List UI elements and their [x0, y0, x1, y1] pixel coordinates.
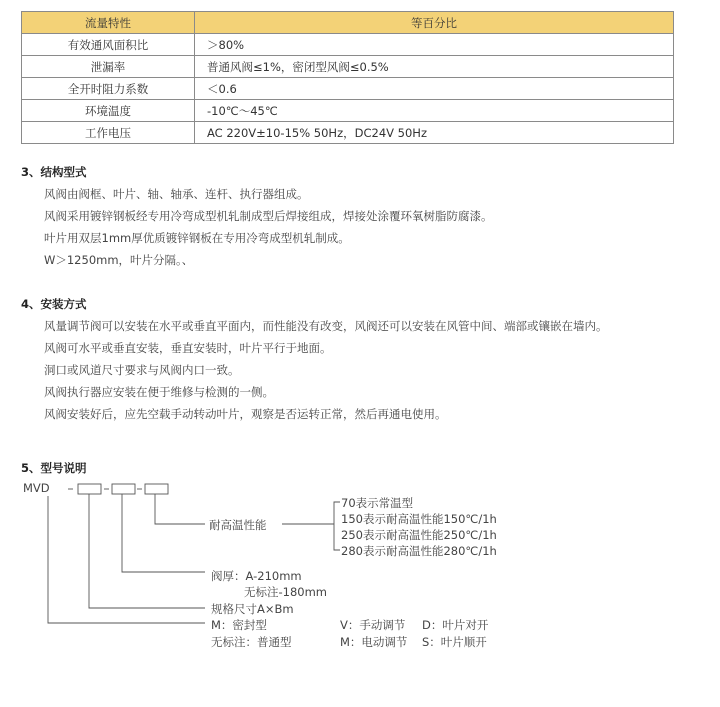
section4-paragraph: 洞口或风道尺寸要求与风阀内口一致。: [44, 363, 240, 377]
section3-paragraph: 风阀由阀框、叶片、轴、轴承、连杆、执行器组成。: [44, 187, 309, 201]
section3-title: 3、结构型式: [21, 165, 87, 179]
temperature-option: 280表示耐高温性能280℃/1h: [341, 544, 497, 558]
blade-s: S：叶片顺开: [422, 635, 487, 649]
temperature-bracket: [334, 502, 340, 550]
row-key: 泄漏率: [22, 56, 195, 78]
row-value: -10℃～45℃: [195, 100, 674, 122]
row-key: 有效通风面积比: [22, 34, 195, 56]
temperature-option: 250表示耐高温性能250℃/1h: [341, 528, 497, 542]
temperature-option: 70表示常温型: [341, 496, 414, 510]
temperature-label: 耐高温性能: [209, 518, 267, 532]
adjust-m: M：电动调节: [340, 635, 408, 649]
row-value: ＞80%: [195, 34, 674, 56]
row-key: 全开时阻力系数: [22, 78, 195, 100]
type-default: 无标注：普通型: [211, 635, 292, 649]
size-label: 规格尺寸A×Bm: [211, 602, 294, 616]
thickness-line1: 阀厚：A-210mm: [211, 569, 302, 583]
section4-paragraph: 风量调节阀可以安装在水平或垂直平面内，而性能没有改变，风阀还可以安装在风管中间、端部或镶嵌在墙内。: [44, 319, 608, 333]
row-key: 环境温度: [22, 100, 195, 122]
code-box-temperature: [145, 484, 168, 494]
section4-title: 4、安装方式: [21, 297, 87, 311]
row-value: ＜0.6: [195, 78, 674, 100]
adjust-v: V：手动调节: [340, 618, 406, 632]
section3-paragraph: W＞1250mm，叶片分隔。、: [44, 253, 194, 267]
leader-temperature: [155, 494, 205, 524]
section4-paragraph: 风阀安装好后，应先空载手动转动叶片，观察是否运转正常，然后再通电使用。: [44, 407, 447, 421]
model-prefix: MVD: [23, 481, 50, 495]
section4-paragraph: 风阀执行器应安装在便于维修与检测的一侧。: [44, 385, 274, 399]
temperature-option: 150表示耐高温性能150℃/1h: [341, 512, 497, 526]
header-equal-percentage: 等百分比: [195, 12, 674, 34]
header-flow-characteristic: 流量特性: [22, 12, 195, 34]
thickness-line2: 无标注-180mm: [244, 585, 328, 599]
leader-type: [48, 496, 205, 623]
leader-thickness: [122, 494, 205, 572]
code-box-size: [78, 484, 101, 494]
section3-paragraph: 叶片用双层1mm厚优质镀锌钢板在专用冷弯成型机轧制成。: [44, 231, 350, 245]
section3-paragraph: 风阀采用镀锌钢板经专用冷弯成型机轧制成型后焊接组成，焊接处涂覆环氧树脂防腐漆。: [44, 209, 493, 223]
blade-d: D：叶片对开: [422, 618, 489, 632]
section4-paragraph: 风阀可水平或垂直安装，垂直安装时，叶片平行于地面。: [44, 341, 332, 355]
leader-size: [89, 494, 205, 608]
section5-title: 5、型号说明: [21, 461, 87, 475]
row-value: 普通风阀≤1%，密闭型风阀≤0.5%: [195, 56, 674, 78]
row-value: AC 220V±10-15% 50Hz，DC24V 50Hz: [195, 122, 674, 144]
type-m: M：密封型: [211, 618, 267, 632]
row-key: 工作电压: [22, 122, 195, 144]
code-box-thickness: [112, 484, 135, 494]
